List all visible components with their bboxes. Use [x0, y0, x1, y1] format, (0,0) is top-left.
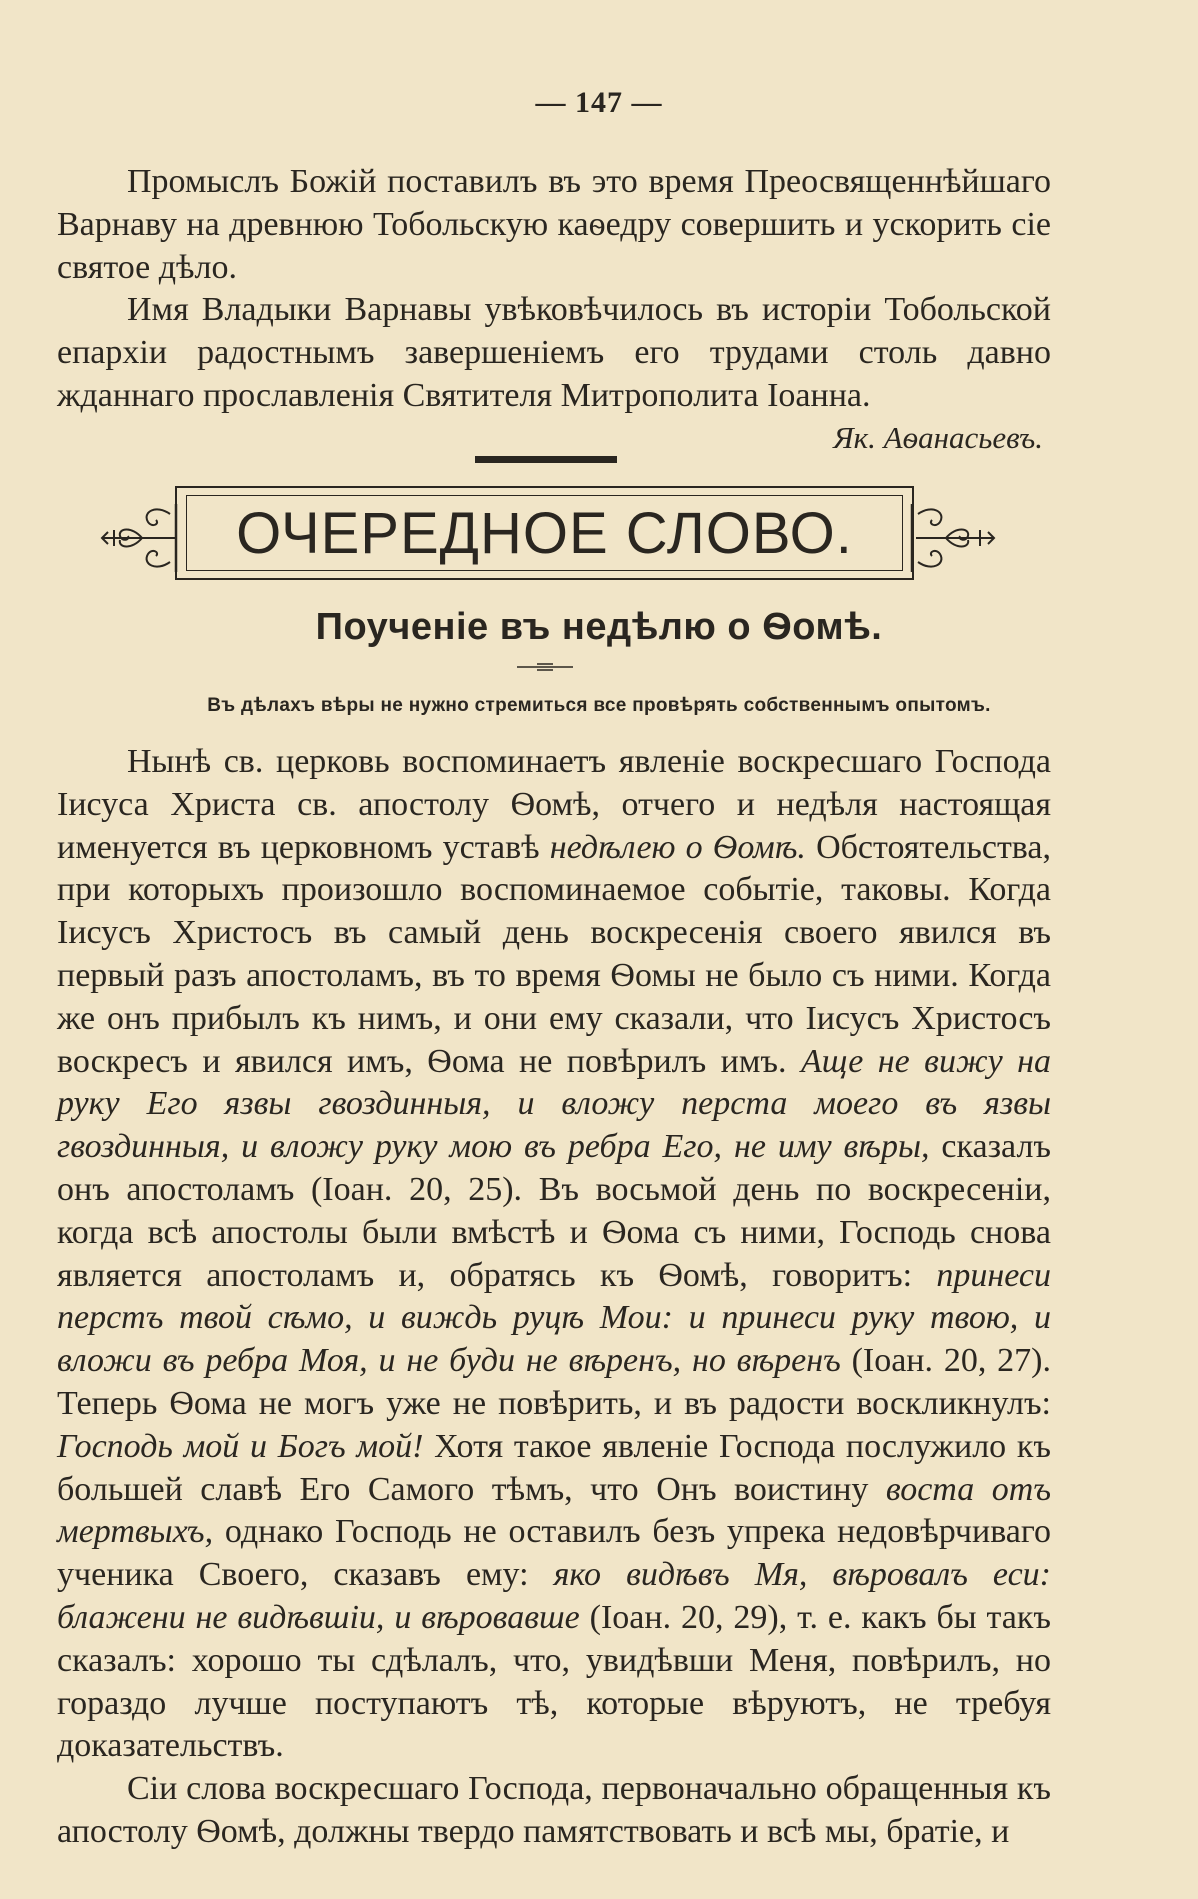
sermon-paragraph-2: Сіи слова воскресшаго Господа, первоначально обращенныя къ апостолу Ѳомѣ, должны твердо памятствовать и всѣ мы, братіе, и	[57, 1770, 1051, 1850]
sermon-text-run: сказалъ онъ апостоламъ (Іоан. 20, 25). Въ восьмой день по воскресеніи, когда всѣ апостолы были вмѣстѣ и Ѳома съ ними, Господь снова является апостоламъ и, обратясь къ Ѳомѣ, говоритъ:	[57, 1128, 1051, 1294]
scripture-quote: недѣлею о Ѳомѣ.	[549, 828, 806, 866]
intro-paragraph-2: Имя Владыки Варнавы увѣковѣчилось въ исторіи Тобольской епархіи радостнымъ завершеніемъ его трудами столь давно жданнаго прославленія Святителя Митрополита Іоанна.	[57, 291, 1051, 414]
scripture-quote: принеси перстъ твой сѣмо, и виждь руцѣ Мои: и принеси руку твою, и вложи въ ребра Моя, и не буди не вѣренъ, но вѣренъ	[57, 1256, 1051, 1380]
sermon-body	[57, 741, 1051, 1854]
sermon-text-run: Нынѣ св. церковь воспоминаетъ явленіе воскресшаго Господа Іисуса Христа св. апостолу Ѳомѣ, отчего и недѣля настоящая именуется въ церковномъ уставѣ	[57, 743, 1051, 866]
sermon-text-run: Обстоятельства, при которыхъ произошло воспоминаемое событіе, таковы. Когда Іисусъ Христосъ въ самый день воскресенія своего явился въ первый разъ апостоламъ, въ то время Ѳомы не было съ ними. Когда же онъ прибылъ къ нимъ, и они ему сказали, что Іисусъ Христосъ воскресъ и явился имъ, Ѳома не повѣрилъ имъ.	[57, 828, 1051, 1080]
intro-paragraph-1: Промыслъ Божій поставилъ въ это время Преосвященнѣйшаго Варнаву на древнюю Тобольскую каѳедру совершить и ускорить сіе святое дѣло.	[57, 163, 1051, 286]
right-flourish-ornament	[908, 498, 998, 578]
sermon-text-run: однако Господь не оставилъ безъ упрека недовѣрчиваго ученика Своего, сказавъ ему:	[57, 1513, 1051, 1594]
sermon-text-run: (Іоан. 20, 27). Теперь Ѳома не могъ уже не повѣрить, и въ радости воскликнулъ:	[57, 1342, 1051, 1422]
sermon-subtitle: Въ дѣлахъ вѣры не нужно стремиться все провѣрять собственнымъ опытомъ.	[207, 695, 991, 716]
page-number: — 147 —	[535, 86, 663, 119]
title-divider-ornament	[515, 661, 575, 673]
scripture-quote: Господь мой и Богъ мой!	[57, 1427, 424, 1465]
sermon-text-run: (Іоан. 20, 29), т. е. какъ бы такъ сказалъ: хорошо ты сдѣлалъ, что, увидѣвши Меня, повѣрилъ, но гораздо лучше поступаютъ тѣ, которые вѣруютъ, не требуя доказательствъ.	[57, 1598, 1051, 1765]
sermon-text-run: Хотя такое явленіе Господа послужило къ большей славѣ Его Самого тѣмъ, что Онъ воистину	[57, 1427, 1051, 1508]
scripture-quote: яко видѣвъ Мя, вѣровалъ еси: блажени не видѣвшіи, и вѣровавше	[57, 1556, 1051, 1636]
author-signature: Як. Аѳанасьевъ.	[833, 419, 1043, 455]
scripture-quote: Аще не вижу на руку Его язвы гвоздинныя, и вложу перста моего въ язвы гвоздинныя, и вложу руку мою въ ребра Его, не иму вѣры,	[57, 1042, 1051, 1166]
sermon-paragraph-1	[57, 741, 1051, 1768]
left-flourish-ornament	[98, 498, 180, 578]
section-divider-rule	[475, 456, 617, 463]
scripture-quote: воста отъ мертвыхъ,	[57, 1470, 1051, 1551]
section-heading-frame	[175, 486, 914, 580]
intro-block	[57, 161, 1051, 458]
sermon-title: Поученіе въ недѣлю о Ѳомѣ.	[315, 606, 883, 648]
section-heading: ОЧЕРЕДНОЕ СЛОВО.	[236, 500, 853, 566]
